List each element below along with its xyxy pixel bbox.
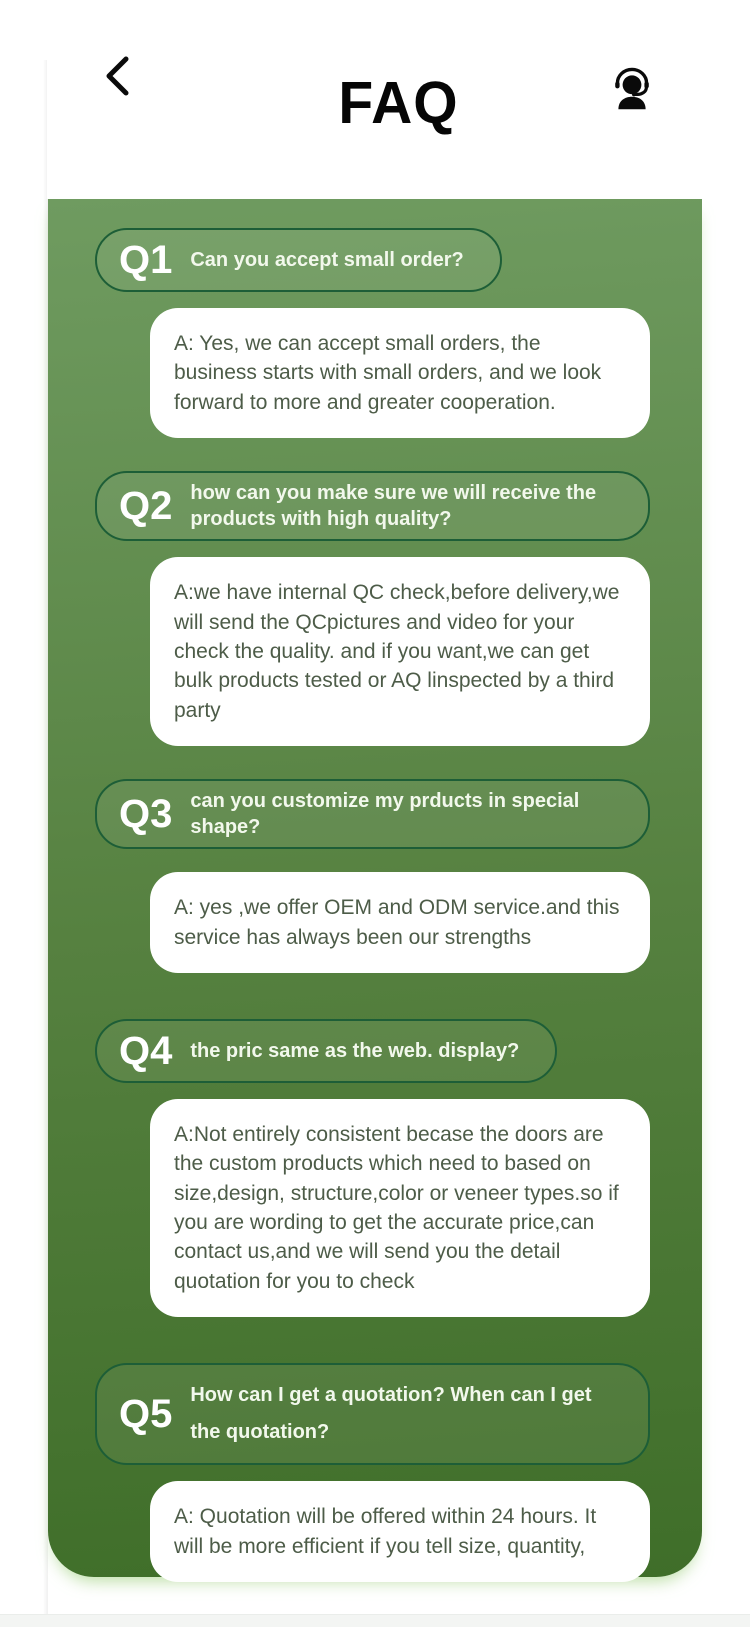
question-bubble	[95, 228, 502, 292]
question-number: Q4	[119, 1028, 173, 1073]
answer-bubble	[150, 308, 650, 438]
answer-text: A: yes ,we offer OEM and ODM service.and this service has always been our strengths	[174, 896, 620, 949]
question-text: can you customize my prducts in special shape?	[190, 790, 580, 839]
answer-bubble	[150, 1481, 650, 1582]
answer-bubble	[150, 872, 650, 973]
answer-text: A:Not entirely consistent becase the doors are the custom products which need to based on size,design, structure,color or veneer types.so if you are wording to get the accurate price,can contact us,and we will send you the detail quotation for you to check	[174, 1122, 619, 1293]
page-title: FAQ	[338, 69, 459, 137]
question-text: How can I get a quotation? When can I get the quotation?	[190, 1384, 592, 1444]
answer-text: A: Quotation will be offered within 24 hours. It will be more efficient if you tell size, quantity,	[174, 1505, 597, 1558]
question-number: Q2	[119, 484, 173, 529]
faq-item	[95, 1363, 650, 1582]
answer-bubble	[150, 1099, 650, 1317]
question-bubble	[95, 779, 650, 849]
question-text: how can you make sure we will receive the products with high quality?	[190, 482, 597, 531]
faq-panel	[48, 199, 702, 1577]
answer-bubble	[150, 557, 650, 746]
faq-item	[95, 471, 650, 746]
faq-item	[95, 228, 650, 438]
answer-text: A:we have internal QC check,before delivery,we will send the QCpictures and video for your check the quality. and if you want,we can get bulk products tested or AQ linspected by a third party	[174, 581, 620, 722]
question-bubble	[95, 1363, 650, 1465]
header	[47, 0, 750, 199]
customer-service-button[interactable]	[602, 58, 662, 118]
question-bubble	[95, 1019, 557, 1083]
question-number: Q5	[119, 1392, 173, 1437]
bottom-divider	[0, 1614, 750, 1627]
question-text: Can you accept small order?	[190, 249, 464, 271]
answer-text: A: Yes, we can accept small orders, the business starts with small orders, and we look forward to more and greater cooperation.	[174, 332, 602, 414]
question-bubble	[95, 471, 650, 541]
question-text: the pric same as the web. display?	[190, 1039, 520, 1062]
headset-agent-icon	[608, 62, 656, 114]
question-number: Q3	[119, 792, 173, 837]
question-number: Q1	[119, 238, 173, 282]
faq-item	[95, 1019, 650, 1317]
faq-item	[95, 779, 650, 973]
